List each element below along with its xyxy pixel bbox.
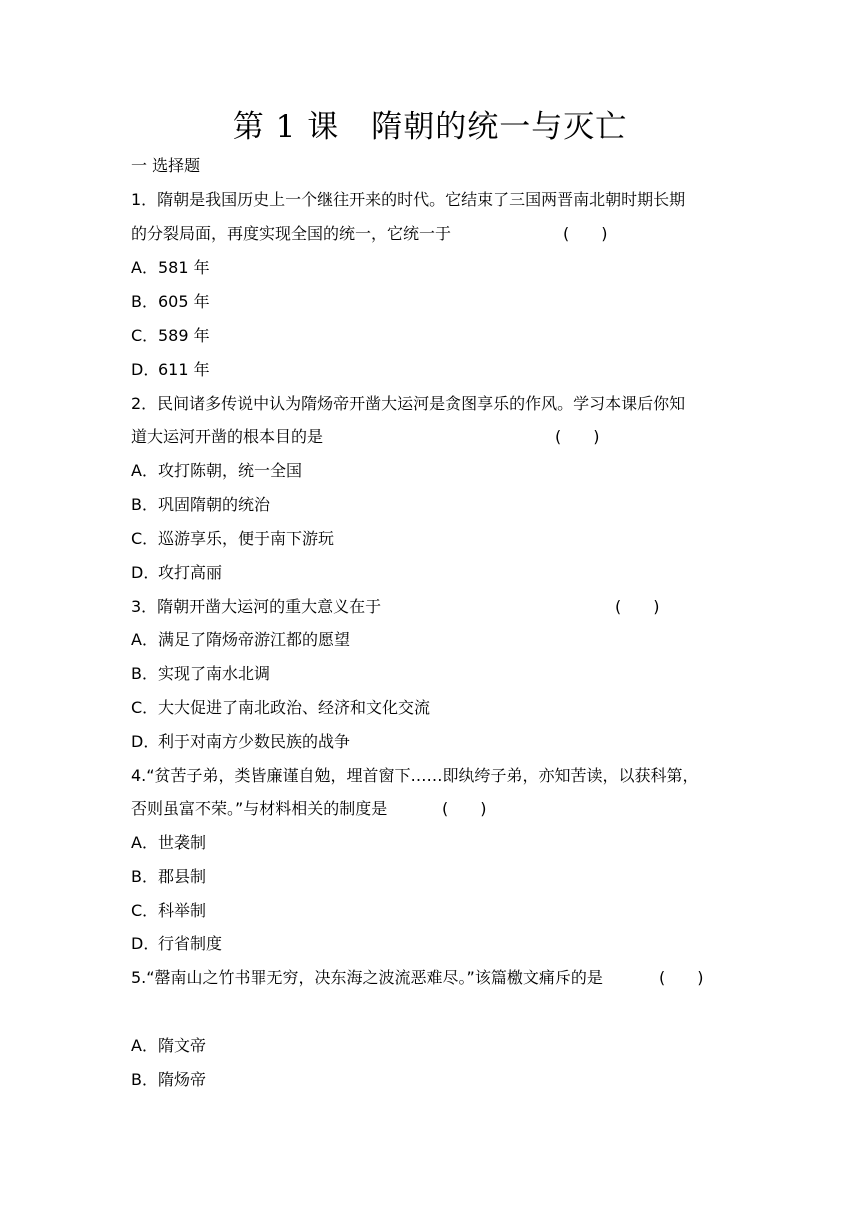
option-letter: A． — [131, 258, 158, 277]
option-text: 实现了南水北调 — [158, 664, 271, 683]
question-4-option-d — [131, 932, 222, 956]
option-letter: A． — [131, 833, 158, 852]
option-text: 巡游享乐，便于南下游玩 — [158, 529, 335, 548]
option-letter: B． — [131, 292, 158, 311]
question-3-option-a — [131, 628, 350, 652]
question-2-answer-blank: ( ) — [555, 427, 600, 446]
question-2-option-a — [131, 459, 302, 483]
question-4-option-b — [131, 865, 206, 889]
question-2-option-c — [131, 527, 334, 551]
option-text: 行省制度 — [158, 934, 223, 953]
option-letter: A． — [131, 1036, 158, 1055]
option-letter: C． — [131, 326, 159, 345]
question-5-answer-blank: ( ) — [659, 968, 704, 987]
option-letter: A． — [131, 461, 158, 480]
option-letter: A． — [131, 630, 158, 649]
option-letter: C． — [131, 698, 159, 717]
question-5-option-a — [131, 1034, 206, 1058]
option-text: 589 年 — [158, 326, 210, 345]
option-text: 郡县制 — [158, 867, 207, 886]
option-letter: D． — [131, 934, 160, 953]
option-letter: D． — [131, 732, 160, 751]
question-4-line-1: 4.“贫苦子弟，类皆廉谨自勉，埋首窗下……即纨绔子弟，亦知苦读，以获科第， — [131, 766, 699, 785]
option-text: 611 年 — [158, 360, 210, 379]
question-2-option-b — [131, 493, 270, 517]
option-text: 隋文帝 — [158, 1036, 207, 1055]
option-letter: C． — [131, 529, 159, 548]
option-text: 攻打高丽 — [158, 563, 223, 582]
option-text: 巩固隋朝的统治 — [158, 495, 271, 514]
question-1-line-1: 1．隋朝是我国历史上一个继往开来的时代。它结束了三国两晋南北朝时期长期 — [131, 190, 686, 209]
question-4-answer-blank: ( ) — [442, 799, 487, 818]
question-3-answer-blank: ( ) — [615, 597, 660, 616]
option-text: 科举制 — [158, 901, 207, 920]
question-1-answer-blank: ( ) — [563, 224, 608, 243]
question-4-option-a — [131, 831, 206, 855]
option-text: 满足了隋炀帝游江都的愿望 — [158, 630, 351, 649]
question-3-line-1: 3．隋朝开凿大运河的重大意义在于 — [131, 597, 382, 616]
option-text: 攻打陈朝，统一全国 — [158, 461, 303, 480]
question-2-line-1: 2．民间诸多传说中认为隋炀帝开凿大运河是贪图享乐的作风。学习本课后你知 — [131, 394, 686, 413]
question-4-option-c — [131, 899, 206, 923]
question-2-line-2: 道大运河开凿的根本目的是 — [131, 427, 324, 446]
question-3-option-d — [131, 730, 350, 754]
option-letter: B． — [131, 495, 158, 514]
question-2-option-d — [131, 561, 222, 585]
question-5-option-b — [131, 1068, 206, 1092]
option-letter: B． — [131, 1070, 158, 1089]
question-1-option-c — [131, 324, 210, 348]
option-text: 利于对南方少数民族的战争 — [158, 732, 351, 751]
question-1-line-2: 的分裂局面，再度实现全国的统一，它统一于 — [131, 224, 452, 243]
option-letter: B． — [131, 664, 158, 683]
section-heading: 一 选择题 — [131, 156, 201, 175]
option-text: 605 年 — [158, 292, 210, 311]
question-1-option-b — [131, 290, 210, 314]
option-text: 大大促进了南北政治、经济和文化交流 — [158, 698, 431, 717]
question-3-option-c — [131, 696, 430, 720]
option-letter: D． — [131, 360, 160, 379]
option-text: 隋炀帝 — [158, 1070, 207, 1089]
option-text: 世袭制 — [158, 833, 207, 852]
question-3-option-b — [131, 662, 270, 686]
question-1-option-d — [131, 358, 210, 382]
question-1-option-a — [131, 256, 210, 280]
option-text: 581 年 — [158, 258, 210, 277]
option-letter: D． — [131, 563, 160, 582]
question-4-line-2: 否则虽富不荣。”与材料相关的制度是 — [131, 799, 388, 818]
option-letter: C． — [131, 901, 159, 920]
question-5-line-1: 5.“罄南山之竹书罪无穷，决东海之波流恶难尽。”该篇檄文痛斥的是 — [131, 968, 603, 987]
option-letter: B． — [131, 867, 158, 886]
page-title: 第 1 课 隋朝的统一与灭亡 — [232, 109, 628, 145]
